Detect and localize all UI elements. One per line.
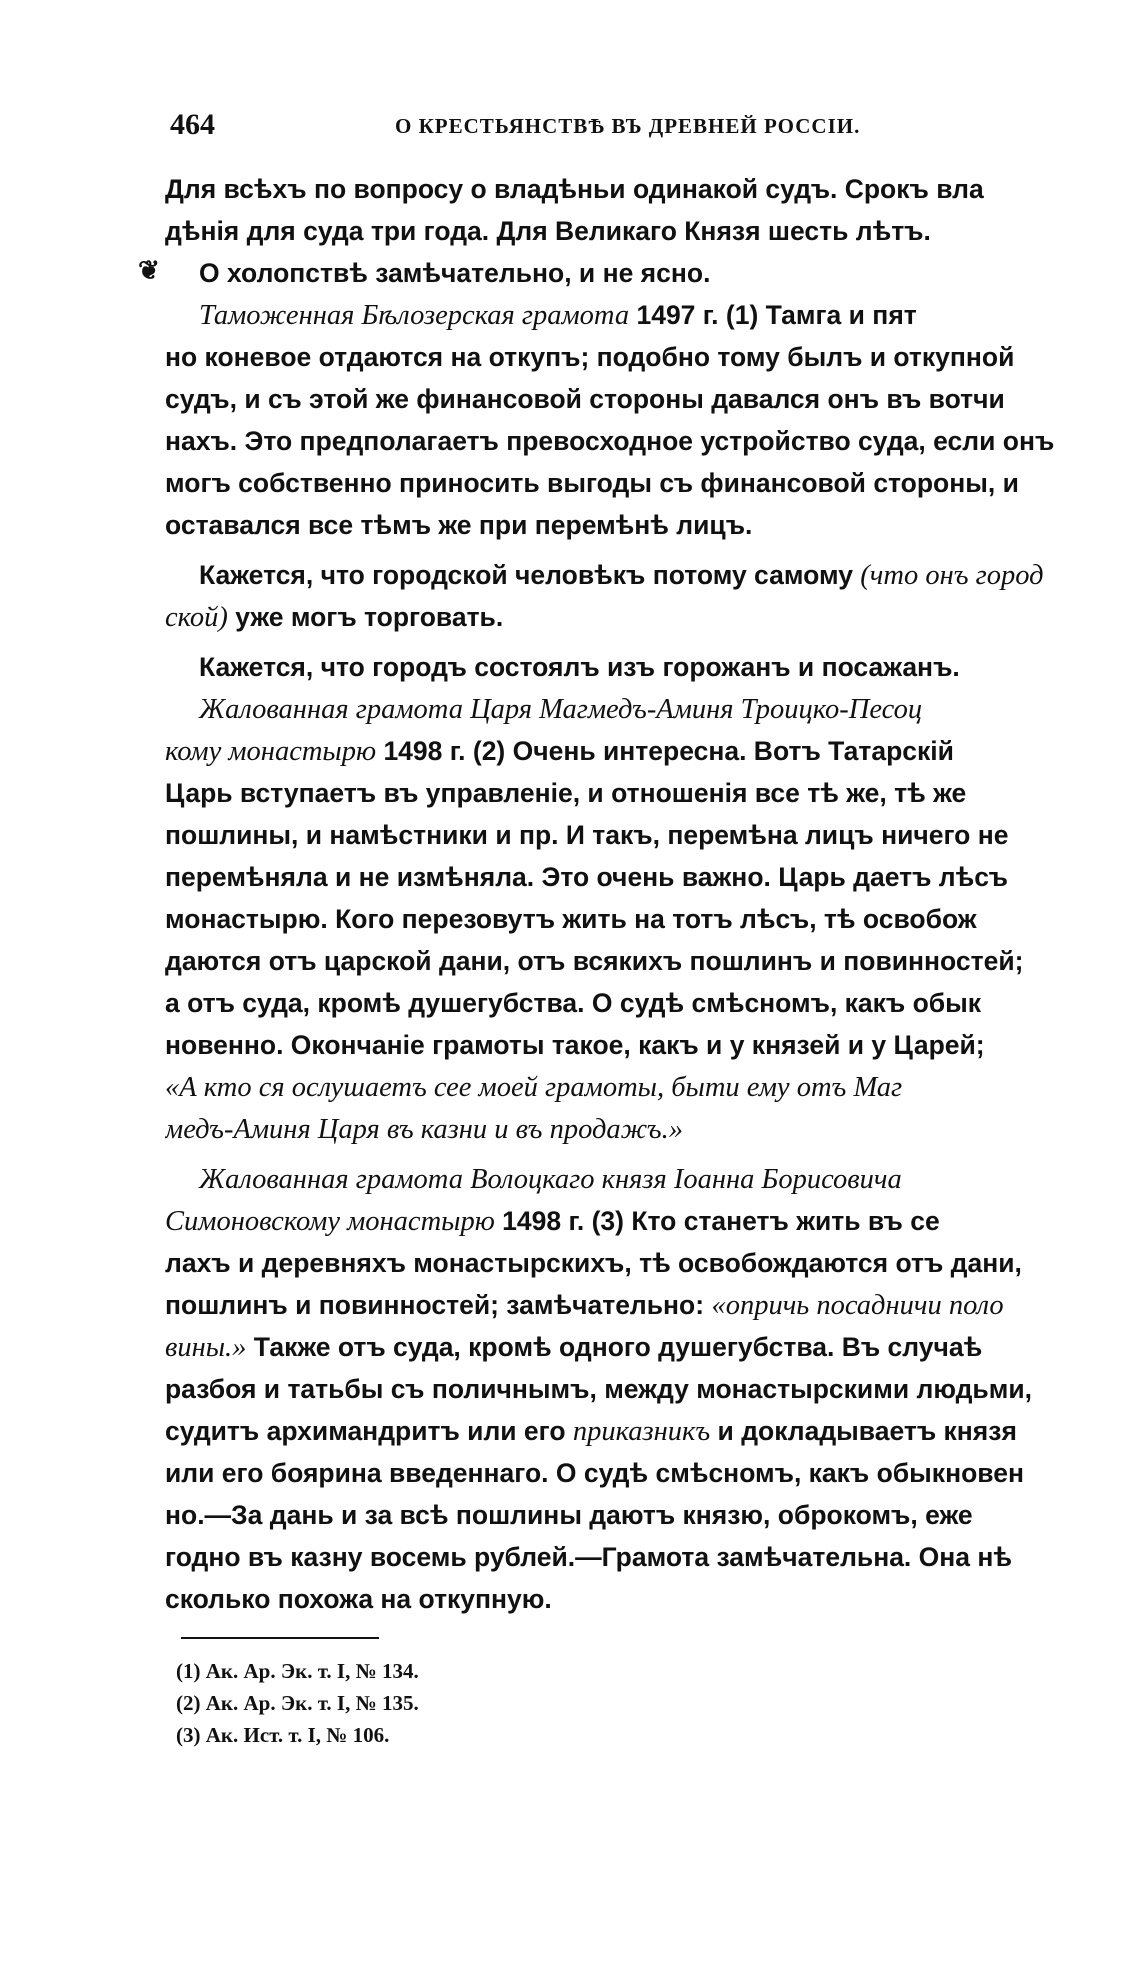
roman-text: но коневое отдаются на откупъ; подобно тому былъ и откупной	[165, 342, 1015, 372]
text-line	[165, 940, 1120, 982]
text-line	[165, 210, 1120, 252]
roman-text: могъ собственно приносить выгоды съ финансовой стороны, и	[165, 468, 1019, 498]
italic-text: Таможенная Бѣлозерская грамота	[199, 300, 630, 331]
page-number: 464	[170, 108, 215, 141]
italic-text: вины.»	[165, 1332, 247, 1363]
text-line	[165, 814, 1120, 856]
footnotes	[176, 1655, 876, 1751]
roman-text: разбоя и татьбы съ поличнымъ, между монастырскими людьми,	[165, 1374, 1032, 1404]
roman-text: а отъ суда, кромѣ душегубства. О судѣ смѣсномъ, какъ обык	[165, 988, 982, 1018]
text-line	[165, 1066, 1120, 1108]
roman-text: оставался все тѣмъ же при перемѣнѣ лицъ.	[165, 510, 753, 540]
text-line	[165, 1410, 1120, 1452]
roman-text: и докладываетъ князя	[710, 1416, 1017, 1446]
text-line	[165, 1494, 1120, 1536]
roman-text: даются отъ царской дани, отъ всякихъ пошлинъ и повинностей;	[165, 946, 1024, 976]
roman-text: дѣнія для суда три года. Для Великаго Князя шесть лѣтъ.	[165, 216, 931, 246]
roman-text: Для всѣхъ по вопросу о владѣньи одинакой судъ. Срокъ вла	[165, 174, 984, 204]
roman-text: годно въ казну восемь рублей.—Грамота замѣчательна. Она нѣ	[165, 1542, 1013, 1572]
text-line	[165, 378, 1120, 420]
page-header	[170, 108, 1130, 148]
roman-text: Также отъ суда, кромѣ одного душегубства. Въ случаѣ	[246, 1332, 983, 1362]
roman-text: Царь вступаетъ въ управленіе, и отношенія все тѣ же, тѣ же	[165, 778, 967, 808]
text-line	[165, 1158, 1120, 1200]
text-line	[165, 1452, 1120, 1494]
roman-text: монастырю. Кого перезовутъ жить на тотъ лѣсъ, тѣ освобож	[165, 904, 977, 934]
roman-text: 1497 г. (1) Тамга и пят	[629, 300, 917, 330]
roman-text: пошлины, и намѣстники и пр. И такъ, перемѣна лицъ ничего не	[165, 820, 1009, 850]
text-line	[165, 856, 1120, 898]
italic-text: Жалованная грамота Царя Магмедъ-Аминя Троицко-Песоц	[199, 694, 923, 725]
roman-text: О холопствѣ замѣчательно, и не ясно.	[199, 258, 711, 288]
italic-text: «А кто ся ослушаетъ сее моей грамоты, быти ему отъ Маг	[165, 1072, 903, 1103]
roman-text: перемѣняла и не измѣняла. Это очень важно. Царь даетъ лѣсъ	[165, 862, 1008, 892]
roman-text: или его боярина введеннаго. О судѣ смѣсномъ, какъ обыкновен	[165, 1458, 1024, 1488]
text-line	[165, 1108, 1120, 1150]
text-line	[165, 420, 1120, 462]
text-line	[165, 294, 1120, 336]
text-line	[165, 730, 1120, 772]
text-line	[165, 982, 1120, 1024]
text-line	[165, 1368, 1120, 1410]
footnote: (2) Ак. Ар. Эк. т. I, № 135.	[176, 1691, 419, 1715]
italic-text: (что онъ город	[860, 560, 1044, 591]
text-line	[165, 504, 1120, 546]
roman-text: лахъ и деревняхъ монастырскихъ, тѣ освобождаются отъ дани,	[165, 1248, 1022, 1278]
text-line	[165, 168, 1120, 210]
italic-text: кому монастырю	[165, 736, 377, 767]
text-line	[165, 1578, 1120, 1620]
text-line	[165, 646, 1120, 688]
text-line	[165, 688, 1120, 730]
text-line	[165, 1284, 1120, 1326]
roman-text: 1498 г. (2) Очень интересна. Вотъ Татарскій	[376, 736, 954, 766]
text-line	[165, 1326, 1120, 1368]
roman-text: Кажется, что городъ состоялъ изъ горожанъ и посажанъ.	[199, 652, 960, 682]
text-line	[165, 336, 1120, 378]
italic-text: ской)	[165, 602, 228, 633]
text-line	[165, 462, 1120, 504]
roman-text: судъ, и съ этой же финансовой стороны давался онъ въ вотчи	[165, 384, 1005, 414]
roman-text: нахъ. Это предполагаетъ превосходное устройство суда, если онъ	[165, 426, 1055, 456]
roman-text: новенно. Окончаніе грамоты такое, какъ и у князей и у Царей;	[165, 1030, 985, 1060]
italic-text: «опричь посадничи поло	[711, 1290, 1004, 1321]
roman-text: но.—За дань и за всѣ пошлины даютъ князю, оброкомъ, еже	[165, 1500, 973, 1530]
body-text	[165, 168, 1120, 1620]
text-line	[165, 1024, 1120, 1066]
italic-text: приказникъ	[572, 1416, 711, 1447]
footnote-rule	[181, 1637, 379, 1639]
italic-text: Симоновскому монастырю	[165, 1206, 495, 1237]
roman-text: пошлинъ и повинностей; замѣчательно:	[165, 1290, 712, 1320]
text-line	[165, 596, 1120, 638]
text-line	[165, 252, 1120, 294]
roman-text: уже могъ торговать.	[227, 602, 504, 632]
text-line	[165, 898, 1120, 940]
margin-mark: ❦	[138, 256, 160, 286]
text-line	[165, 1242, 1120, 1284]
text-line	[165, 554, 1120, 596]
text-line	[165, 1536, 1120, 1578]
roman-text: судитъ архимандритъ или его	[165, 1416, 573, 1446]
italic-text: медъ-Аминя Царя въ казни и въ продажъ.»	[165, 1114, 683, 1145]
text-line	[165, 1200, 1120, 1242]
footnote: (1) Ак. Ар. Эк. т. I, № 134.	[176, 1659, 419, 1683]
footnote: (3) Ак. Ист. т. I, № 106.	[176, 1723, 390, 1747]
running-head: О КРЕСТЬЯНСТВѢ ВЪ ДРЕВНЕЙ РОССІИ.	[395, 114, 861, 138]
roman-text: Кажется, что городской человѣкъ потому самому	[199, 560, 861, 590]
text-line	[165, 772, 1120, 814]
roman-text: 1498 г. (3) Кто станетъ жить въ се	[494, 1206, 940, 1236]
roman-text: сколько похожа на откупную.	[165, 1584, 552, 1614]
italic-text: Жалованная грамота Волоцкаго князя Іоанна Борисовича	[199, 1164, 902, 1195]
